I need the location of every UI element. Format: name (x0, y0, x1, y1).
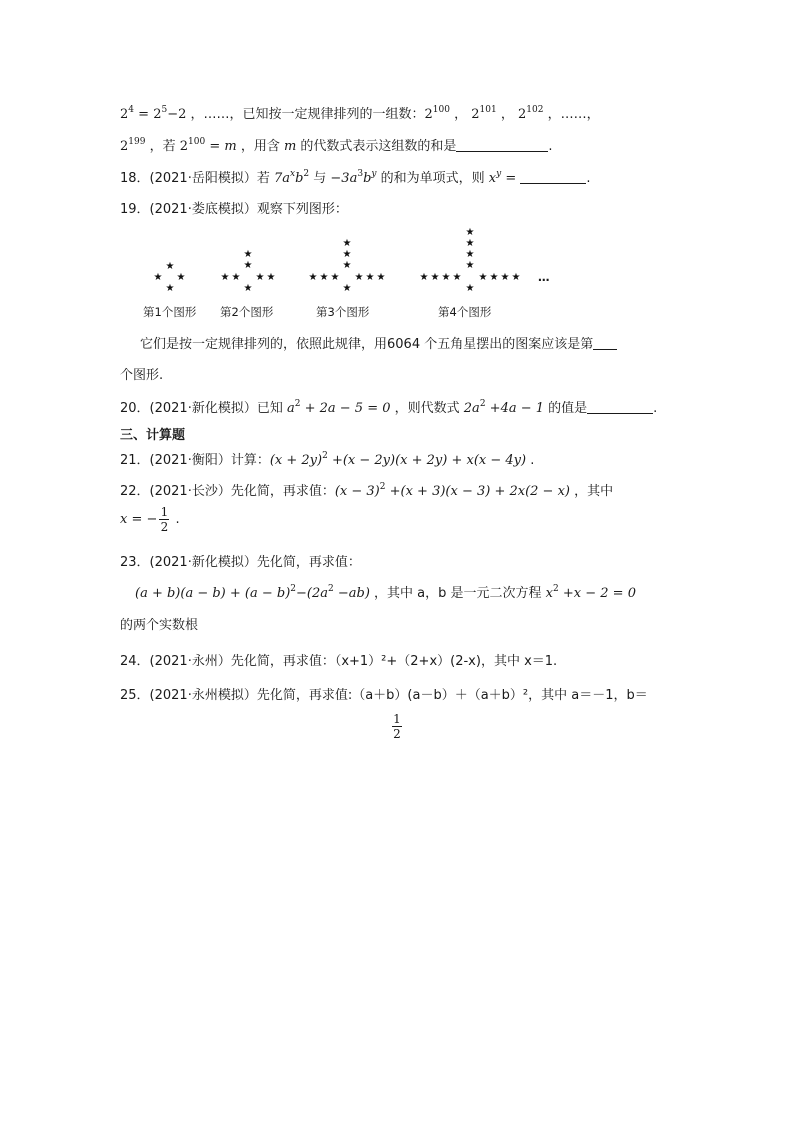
star-icon: ★ (376, 272, 386, 283)
star-icon: ★ (478, 272, 488, 283)
q25: 25．(2021·永州模拟）先化简，再求值:（a＋b）(a－b）＋（a＋b）²，其中 a＝－1，b＝ (120, 688, 648, 703)
star-icon: ★ (465, 283, 475, 294)
star-icon: ★ (266, 272, 276, 283)
star-icon: ★ (243, 283, 253, 294)
q24: 24．(2021·永州）先化简，再求值：（x+1）²+（2+x）(2-x)，其中 x＝1. (120, 654, 558, 669)
star-icon: ★ (500, 272, 510, 283)
figure-ellipsis: … (538, 270, 550, 284)
q23-title: 23．(2021·新化模拟）先化简，再求值： (120, 555, 361, 570)
star-icon: ★ (330, 272, 340, 283)
q18: 18．(2021·岳阳模拟）若 $7a^xb^2$ 与 $-3a^3b^y$ 的和为单项式，则 $x^y$ = . (120, 169, 591, 186)
star-icon: ★ (441, 272, 451, 283)
star-icon: ★ (220, 272, 230, 283)
q21: 21．(2021·衡阳）计算：$(x + 2y)^2 +(x - 2y)(x + 2y) + x(x - 4y)$ . (120, 451, 535, 468)
q20: 20．(2021·新化模拟）已知 $a^2 + 2a - 5 = 0$ ，则代数式 $2a^2 +4a - 1$ 的值是 . (120, 399, 658, 416)
fraction-half: $\frac{1}{2}$ (160, 505, 169, 534)
star-icon: ★ (465, 249, 475, 260)
star-icon: ★ (153, 272, 163, 283)
star-icon: ★ (243, 249, 253, 260)
caption-figure-1: 第1个图形 (143, 305, 197, 319)
answer-blank-20[interactable] (587, 401, 653, 414)
star-icon: ★ (452, 272, 462, 283)
star-icon: ★ (342, 283, 352, 294)
q25-value (390, 712, 404, 741)
fraction-half: $\frac{1}{2}$ (393, 712, 401, 741)
q17-line1: $2^4 = 2^5-2$ ，……，已知按一定规律排列的一组数：$2^{100}$ ， $2^{101}$ ， $2^{102}$ ，……， (120, 105, 600, 122)
star-icon: ★ (419, 272, 429, 283)
star-icon: ★ (430, 272, 440, 283)
star-icon: ★ (465, 238, 475, 249)
star-icon: ★ (231, 272, 241, 283)
star-icon: ★ (465, 260, 475, 271)
section-heading: 三、计算题 (120, 428, 186, 443)
star-icon: ★ (165, 283, 175, 294)
q19-title: 19．(2021·娄底模拟）观察下列图形： (120, 202, 348, 217)
star-icon: ★ (319, 272, 329, 283)
q22: 22．(2021·长沙）先化简，再求值：$(x - 3)^2 +(x + 3)(x - 3) + 2x(2 - x)$ ，其中 (120, 482, 614, 499)
star-icon: ★ (354, 272, 364, 283)
q23-expr: $(a + b)(a - b) + (a - b)^2-(2a^2 -ab)$ ，其中 a，b 是一元二次方程 $x^2 +x - 2 = 0$ (135, 584, 636, 601)
star-icon: ★ (243, 260, 253, 271)
star-figures (0, 0, 794, 330)
caption-figure-3: 第3个图形 (316, 305, 370, 319)
caption-figure-4: 第4个图形 (438, 305, 492, 319)
q23-text2: 的两个实数根 (120, 618, 199, 633)
q22-value: x = − $\frac{1}{2}$ . (120, 505, 180, 534)
star-icon: ★ (308, 272, 318, 283)
star-icon: ★ (365, 272, 375, 283)
caption-figure-2: 第2个图形 (220, 305, 274, 319)
answer-blank-19[interactable] (593, 337, 617, 350)
star-icon: ★ (342, 260, 352, 271)
star-icon: ★ (255, 272, 265, 283)
star-icon: ★ (176, 272, 186, 283)
q17-line2: $2^{199}$ ，若 $2^{100} = m$ ，用含 m 的代数式表示这组数的和是 . (120, 137, 553, 154)
star-icon: ★ (342, 238, 352, 249)
q19-text1: 它们是按一定规律排列的，依照此规律，用6064 个五角星摆出的图案应该是第 (140, 333, 617, 352)
star-icon: ★ (511, 272, 521, 283)
q19-text2: 个图形. (120, 368, 164, 383)
star-icon: ★ (465, 227, 475, 238)
star-icon: ★ (489, 272, 499, 283)
star-icon: ★ (165, 261, 175, 272)
star-icon: ★ (342, 249, 352, 260)
